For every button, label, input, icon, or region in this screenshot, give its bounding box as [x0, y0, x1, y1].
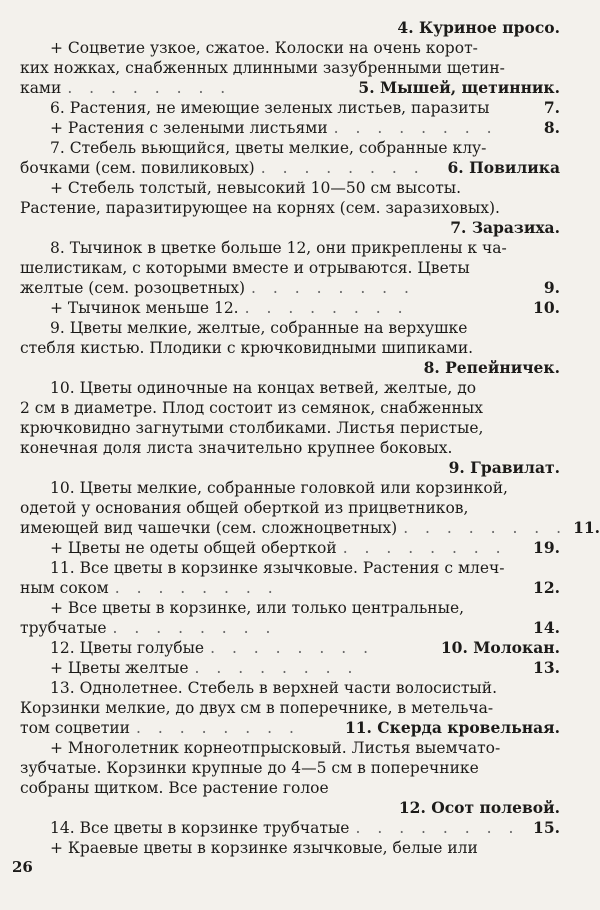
leader-dots: . . . . . . . . [210, 639, 374, 657]
text-line [20, 518, 600, 538]
text-line [20, 718, 560, 738]
text-line [20, 618, 560, 638]
line-text: 12. Цветы голубые [50, 639, 205, 657]
text-line: Корзинки мелкие, до двух см в поперечнике, в метельча- [20, 699, 494, 717]
text-line: 2 см в диаметре. Плод состоит из семянок, снабженных [20, 399, 483, 417]
text-line [50, 118, 560, 138]
text-line: + Соцветие узкое, сжатое. Колоски на очень корот- [50, 39, 478, 57]
text-line [50, 538, 560, 558]
line-text: имеющей вид чашечки (сем. сложноцветных) [20, 519, 398, 537]
leader-dots: . . . . . . . . [342, 539, 507, 557]
text-line: собраны щитком. Все растение голое [20, 779, 329, 797]
key-reference: 10. [533, 298, 560, 317]
text-line [50, 298, 560, 318]
text-line: стебля кистью. Плодики с крючковидными шипиками. [20, 339, 474, 357]
text-line: 4. Куриное просо. [397, 18, 560, 37]
text-line [50, 98, 560, 118]
text-line: зубчатые. Корзинки крупные до 4—5 см в поперечнике [20, 759, 479, 777]
text-line: + Краевые цветы в корзинке язычковые, белые или [50, 839, 478, 857]
key-reference: 15. [533, 818, 560, 837]
key-reference: 11. Скерда кровельная. [344, 718, 560, 737]
leader-dots: . . . . . . . . [136, 719, 300, 737]
text-line: 8. Тычинок в цветке больше 12, они прикреплены к ча- [50, 239, 507, 257]
leader-dots: . . . . . . . . [194, 659, 359, 677]
leader-dots: . . . . . . . . [333, 119, 498, 137]
text-line: конечная доля листа значительно крупнее боковых. [20, 439, 453, 457]
line-text: трубчатые [20, 619, 107, 637]
key-reference: 10. Молокан. [440, 638, 560, 657]
leader-dots: . . . . . . . . [355, 819, 520, 837]
key-reference: 19. [533, 538, 560, 557]
text-line [50, 638, 560, 658]
line-text: + Цветы не одеты общей оберткой [50, 539, 337, 557]
text-line: 7. Стебель вьющийся, цветы мелкие, собранные клу- [50, 139, 487, 157]
text-line: ких ножках, снабженных длинными зазубренными щетин- [20, 59, 505, 77]
text-line [20, 158, 560, 178]
leader-dots: . . . . . . . . [244, 299, 409, 317]
line-text: ками [20, 79, 62, 97]
text-line: 11. Все цветы в корзинке язычковые. Растения с млеч- [50, 559, 505, 577]
line-text: 6. Растения, не имеющие зеленых листьев, паразиты [50, 99, 490, 117]
text-line: 10. Цветы мелкие, собранные головкой или корзинкой, [50, 479, 508, 497]
leader-dots: . . . . . . . . [114, 579, 279, 597]
text-line: + Все цветы в корзинке, или только центральные, [50, 599, 465, 617]
text-line [50, 818, 560, 838]
page-number: 26 [12, 858, 33, 876]
line-text: том соцветии [20, 719, 131, 737]
line-text: 14. Все цветы в корзинке трубчатые [50, 819, 350, 837]
line-text: ным соком [20, 579, 109, 597]
text-line [50, 658, 560, 678]
text-line: + Многолетник корнеотпрысковый. Листья выемчато- [50, 739, 501, 757]
text-line: 7. Заразиха. [450, 218, 560, 237]
text-line [20, 578, 560, 598]
text-line: 8. Репейничек. [423, 358, 560, 377]
key-reference: 12. [533, 578, 560, 597]
key-reference: 8. [543, 118, 560, 137]
key-reference: 7. [543, 98, 560, 117]
text-line: 9. Цветы мелкие, желтые, собранные на верхушке [50, 319, 468, 337]
leader-dots: . . . . . . . . [403, 519, 568, 537]
line-text: + Тычинок меньше 12. [50, 299, 239, 317]
line-text: + Растения с зелеными листьями [50, 119, 328, 137]
text-line: 10. Цветы одиночные на концах ветвей, желтые, до [50, 379, 477, 397]
line-text: бочками (сем. повиликовых) [20, 159, 255, 177]
leader-dots: . . . . . . . . [251, 279, 415, 297]
text-line: Растение, паразитирующее на корнях (сем. заразиховых). [20, 199, 500, 217]
leader-dots: . . . . . . . . [112, 619, 277, 637]
text-line: шелистикам, с которыми вместе и отрываются. Цветы [20, 259, 470, 277]
leader-dots: . . . . . . . . [260, 159, 425, 177]
text-line: одетой у основания общей оберткой из прицветников, [20, 499, 469, 517]
leader-dots: . . . . . . . . [67, 79, 232, 97]
key-reference: 6. Повилика [447, 158, 560, 177]
key-reference: 13. [533, 658, 560, 677]
text-line [20, 78, 560, 98]
key-reference: 11. [573, 518, 600, 537]
line-text: + Цветы желтые [50, 659, 189, 677]
text-line [20, 278, 560, 298]
text-line: 9. Гравилат. [448, 458, 560, 477]
line-text: желтые (сем. розоцветных) [20, 279, 246, 297]
key-reference: 14. [533, 618, 560, 637]
key-reference: 9. [543, 278, 560, 297]
text-line: 13. Однолетнее. Стебель в верхней части волосистый. [50, 679, 498, 697]
text-line: 12. Осот полевой. [398, 798, 560, 817]
text-line: + Стебель толстый, невысокий 10—50 см высоты. [50, 179, 462, 197]
text-line: крючковидно загнутыми столбиками. Листья перистые, [20, 419, 484, 437]
key-reference: 5. Мышей, щетинник. [358, 78, 560, 97]
